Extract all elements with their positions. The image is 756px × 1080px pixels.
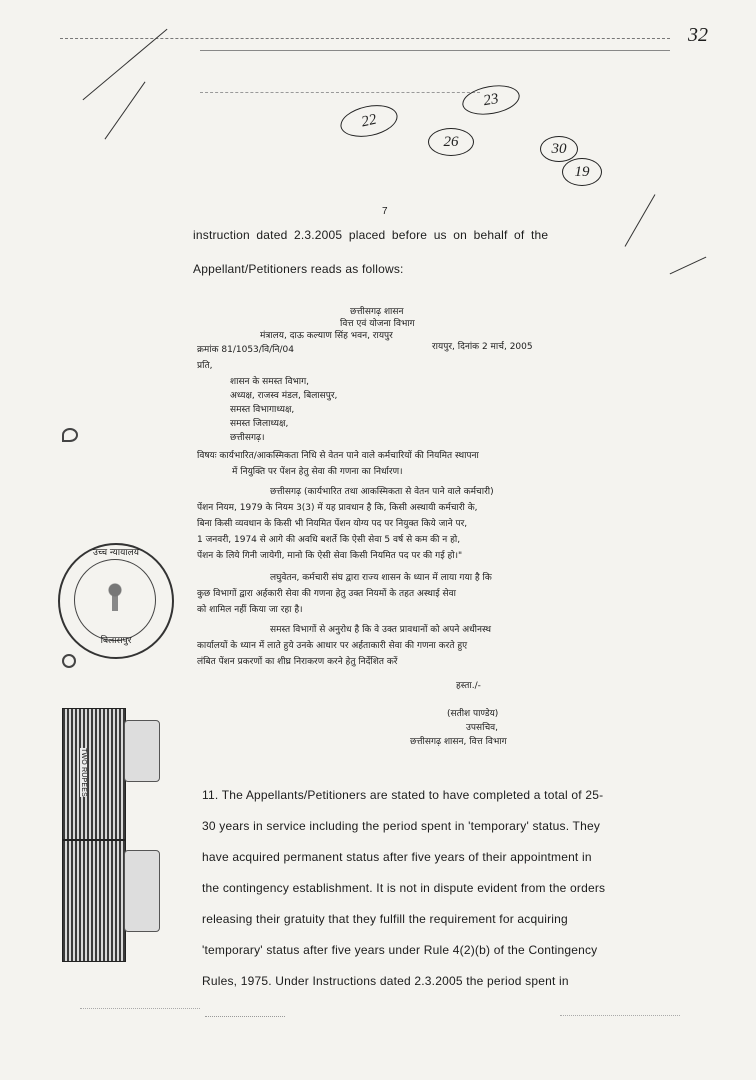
stamp-corner xyxy=(124,720,160,782)
signatory-designation: उपसचिव, xyxy=(466,723,499,733)
scan-edge-line xyxy=(60,38,670,39)
para2-line: लघुवेतन, कर्मचारी संघ द्वारा राज्य शासन के ध्यान में लाया गया है कि xyxy=(270,573,492,583)
circled-number: 19 xyxy=(562,158,602,186)
court-seal xyxy=(58,543,174,659)
body-line: Rules, 1975. Under Instructions dated 2.3.2005 the period spent in xyxy=(202,974,569,988)
subject-line: विषयः कार्यभारित/आकस्मिकता निधि से वेतन पाने वाले कर्मचारियों की नियमित स्थापना xyxy=(197,451,479,461)
para1-line: छत्तीसगढ़ (कार्यभारित तथा आकस्मिकता से वेतन पाने वाले कर्मचारी) xyxy=(270,487,494,497)
corner-page-number: 32 xyxy=(688,24,708,46)
letter-to: प्रति, xyxy=(197,361,213,371)
letter-ref-no: क्रमांक 81/1053/वि/नि/04 xyxy=(197,345,294,355)
para1-line: 1 जनवरी, 1974 से आगे की अवधि बशर्ते कि ऐसी सेवा 5 वर्ष से कम की न हो, xyxy=(197,535,461,545)
signatory-dept: छत्तीसगढ़ शासन, वित्त विभाग xyxy=(410,737,507,747)
intro-line: instruction dated 2.3.2005 placed before us on behalf of the xyxy=(193,228,549,242)
body-line: have acquired permanent status after five years of their appointment in xyxy=(202,850,592,864)
recipient-line: समस्त विभागाध्यक्ष, xyxy=(230,405,295,415)
para2-line: कुछ विभागों द्वारा अर्हकारी सेवा की गणना हेतु उक्त नियमों के तहत अस्थाई सेवा xyxy=(197,589,456,599)
seal-top-text: उच्च न्यायालय xyxy=(93,548,139,558)
seal-bottom-text: बिलासपुर xyxy=(100,636,132,646)
circled-number: 26 xyxy=(428,128,474,156)
circled-number: 30 xyxy=(540,136,578,162)
pen-mark xyxy=(105,82,146,140)
scan-edge-line xyxy=(200,50,670,51)
margin-mark xyxy=(62,428,78,442)
letter-address: मंत्रालय, दाऊ कल्याण सिंह भवन, रायपुर xyxy=(260,331,393,341)
recipient-line: छत्तीसगढ़। xyxy=(230,433,265,443)
scan-noise xyxy=(205,1016,285,1017)
margin-mark xyxy=(62,654,76,668)
para3-line: लंबित पेंशन प्रकरणों का शीघ्र निराकरण करने हेतु निर्देशित करें xyxy=(197,657,398,667)
stamp-corner xyxy=(124,850,160,932)
revenue-stamp-strip xyxy=(62,708,126,840)
page-number: 7 xyxy=(382,206,388,217)
signatory-name: (सतीश पाण्डेय) xyxy=(447,709,499,719)
scan-noise xyxy=(80,1008,200,1009)
para1-line: पेंशन नियम, 1979 के नियम 3(3) में यह प्रावधान है कि, किसी अस्थायी कर्मचारी के, xyxy=(197,503,478,513)
scan-noise xyxy=(560,1015,680,1016)
intro-line: Appellant/Petitioners reads as follows: xyxy=(193,262,404,276)
para1-line: बिना किसी व्यवधान के किसी भी नियमित पेंशन योग्य पद पर नियुक्त किये जाने पर, xyxy=(197,519,468,529)
body-line: releasing their gratuity that they fulfill the requirement for acquiring xyxy=(202,912,568,926)
seal-ring xyxy=(74,559,156,641)
pen-mark xyxy=(200,92,480,93)
recipient-line: शासन के समस्त विभाग, xyxy=(230,377,310,387)
body-line: 30 years in service including the period spent in 'temporary' status. They xyxy=(202,819,601,833)
pen-mark xyxy=(625,194,656,246)
para1-line: पेंशन के लिये गिनी जायेगी, मानो कि ऐसी सेवा किसी नियमित पद पर की गई हो।" xyxy=(197,551,463,561)
recipient-line: समस्त जिलाध्यक्ष, xyxy=(230,419,289,429)
signed-mark: हस्ता./- xyxy=(456,681,481,691)
para3-line: समस्त विभागों से अनुरोध है कि वे उक्त प्रावधानों को अपने अधीनस्थ xyxy=(270,625,492,635)
circled-number: 22 xyxy=(338,100,401,141)
letter-govt: छत्तीसगढ़ शासन xyxy=(350,307,404,317)
body-line: 'temporary' status after five years under Rule 4(2)(b) of the Contingency xyxy=(202,943,598,957)
letter-dept: वित्त एवं योजना विभाग xyxy=(340,319,415,329)
recipient-line: अध्यक्ष, राजस्व मंडल, बिलासपुर, xyxy=(230,391,338,401)
para3-line: कार्यालयों के ध्यान में लाते हुये उनके आधार पर अर्हताकारी सेवा की गणना करते हुए xyxy=(197,641,468,651)
stamp-label: TWO RUPEES xyxy=(80,747,88,798)
body-line: the contingency establishment. It is not in dispute evident from the orders xyxy=(202,881,606,895)
revenue-stamp-strip xyxy=(62,840,126,962)
pen-mark xyxy=(670,257,707,275)
subject-line: में नियुक्ति पर पेंशन हेतु सेवा की गणना का निर्धारण। xyxy=(232,467,403,477)
circled-number: 23 xyxy=(460,81,522,119)
letter-date: रायपुर, दिनांक 2 मार्च, 2005 xyxy=(432,342,533,352)
para2-line: को शामिल नहीं किया जा रहा है। xyxy=(197,605,303,615)
body-line: 11. The Appellants/Petitioners are stated to have completed a total of 25- xyxy=(202,788,604,802)
pen-mark xyxy=(83,29,168,100)
emblem-icon xyxy=(101,578,129,618)
